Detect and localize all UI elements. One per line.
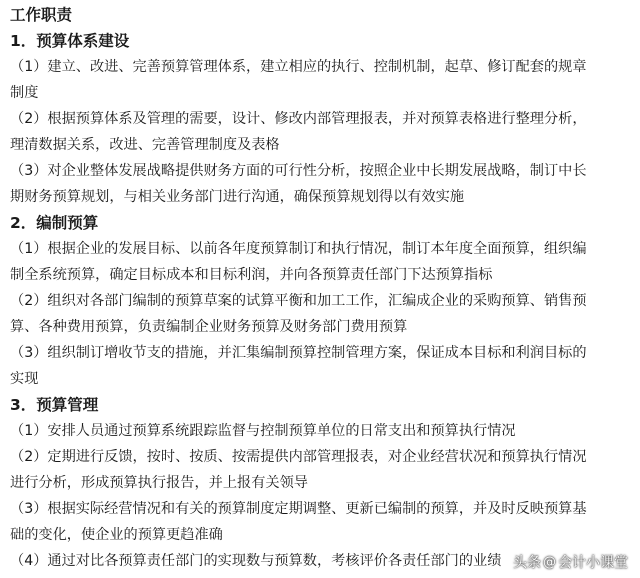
paragraph-line: （1）建立、改进、完善预算管理体系，建立相应的执行、控制机制，起草、修订配套的规章	[10, 59, 587, 75]
paragraph-line: 进行分析，形成预算执行报告，并上报有关领导	[10, 475, 308, 491]
watermark-account: 会计小课堂	[558, 555, 628, 571]
section-heading: 2．编制预算	[10, 214, 99, 232]
paragraph-line: 期财务预算规划，与相关业务部门进行沟通，确保预算规划得以有效实施	[10, 189, 465, 205]
section-heading: 3．预算管理	[10, 396, 99, 414]
paragraph-line: （4）通过对比各预算责任部门的实现数与预算数，考核评价各责任部门的业绩	[10, 553, 502, 569]
document-body	[10, 2, 634, 574]
paragraph-line: （2）定期进行反馈，按时、按质、按需提供内部管理报表，对企业经营状况和预算执行情况	[10, 449, 587, 465]
section-heading: 1．预算体系建设	[10, 32, 130, 50]
watermark-at: @	[543, 554, 556, 570]
paragraph-line: （3）组织制订增收节支的措施，并汇集编制预算控制管理方案，保证成本目标和利润目标的	[10, 345, 587, 361]
paragraph-line: 算、各种费用预算，负责编制企业财务预算及财务部门费用预算	[10, 319, 408, 335]
document-title: 工作职责	[10, 6, 73, 24]
paragraph-line: 实现	[10, 371, 39, 387]
paragraph-line: 理清数据关系，改进、完善管理制度及表格	[10, 137, 280, 153]
paragraph-line: （3）对企业整体发展战略提供财务方面的可行性分析，按照企业中长期发展战略，制订中长	[10, 163, 587, 179]
paragraph-line: 制全系统预算，确定目标成本和目标利润，并向各预算责任部门下达预算指标	[10, 267, 493, 283]
paragraph-line: 制度	[10, 85, 39, 101]
paragraph-line: 础的变化，使企业的预算更趋准确	[10, 527, 223, 543]
paragraph-line: （2）根据预算体系及管理的需要，设计、修改内部管理报表，并对预算表格进行整理分析，	[10, 111, 587, 127]
watermark	[513, 552, 628, 572]
paragraph-line: （2）组织对各部门编制的预算草案的试算平衡和加工工作，汇编成企业的采购预算、销售预	[10, 293, 587, 309]
watermark-prefix: 头条	[513, 555, 541, 571]
paragraph-line: （1）根据企业的发展目标、以前各年度预算制订和执行情况，制订本年度全面预算，组织编	[10, 241, 587, 257]
paragraph-line: （3）根据实际经营情况和有关的预算制度定期调整、更新已编制的预算，并及时反映预算基	[10, 501, 587, 517]
sections-container	[10, 28, 634, 574]
paragraph-line: （1）安排人员通过预算系统跟踪监督与控制预算单位的日常支出和预算执行情况	[10, 423, 516, 439]
